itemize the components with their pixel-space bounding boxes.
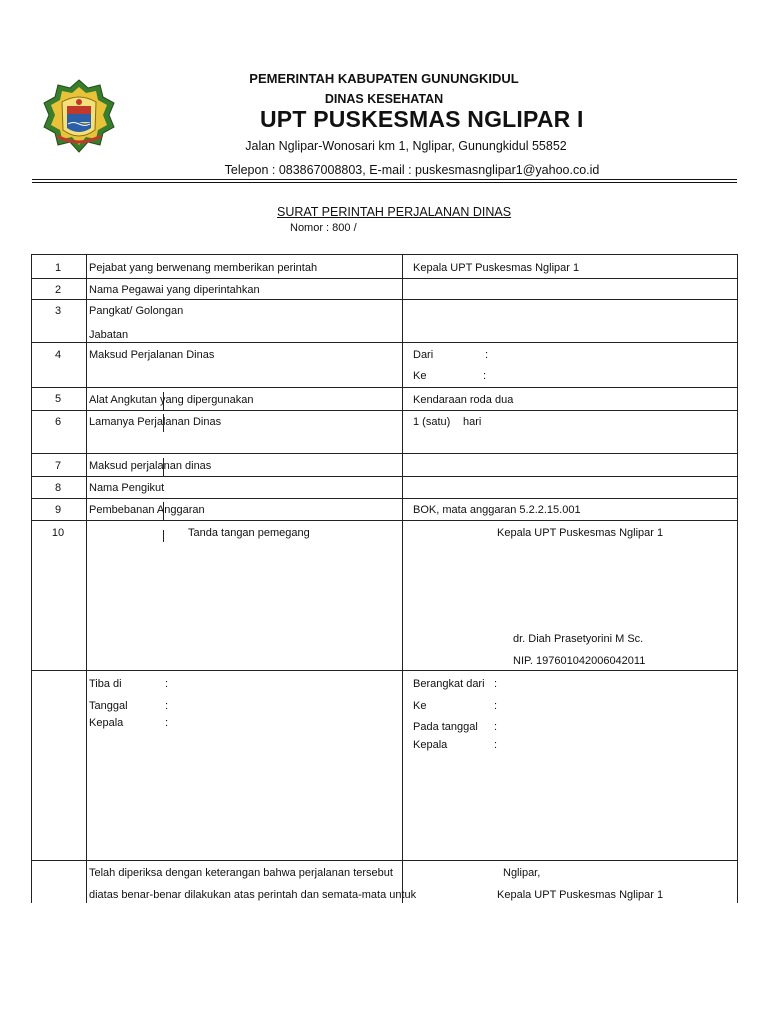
row-label-secondary: Jabatan (89, 329, 129, 341)
departure-head-label: Kepala (413, 739, 448, 751)
colon: : (494, 739, 498, 751)
table-row-divider (31, 498, 738, 499)
letterhead-divider-thick (32, 182, 737, 183)
row-label: Pembebanan Anggaran (89, 504, 205, 516)
row-value-unit: hari (463, 416, 482, 428)
header-address: Jalan Nglipar-Wonosari km 1, Nglipar, Gunungkidul 55852 (245, 139, 567, 153)
departure-place-label: Berangkat dari (413, 678, 485, 690)
table-row-divider (31, 520, 738, 521)
row-value-to: Ke (413, 370, 427, 382)
row-number: 5 (54, 393, 62, 405)
row-label: Maksud Perjalanan Dinas (89, 349, 215, 361)
row-label: Nama Pegawai yang diperintahkan (89, 284, 260, 296)
row-number: 8 (54, 482, 62, 494)
row-label: Alat Angkutan yang dipergunakan (89, 394, 254, 406)
row-value-colon: : (483, 370, 487, 382)
signer-title: Kepala UPT Puskesmas Nglipar 1 (497, 527, 664, 539)
verification-text-line: Telah diperiksa dengan keterangan bahwa perjalanan tersebut (89, 867, 393, 879)
colon: : (494, 721, 498, 733)
row-label: Pangkat/ Golongan (89, 305, 184, 317)
row-number: 4 (54, 349, 62, 361)
table-row-divider (31, 410, 738, 411)
document-number: Nomor : 800 / (290, 222, 357, 234)
arrival-head-label: Kepala (89, 717, 124, 729)
verification-signer-title: Kepala UPT Puskesmas Nglipar 1 (497, 889, 664, 901)
table-column-divider (402, 254, 403, 903)
table-row-divider (31, 453, 738, 454)
verification-place: Nglipar, (503, 867, 541, 879)
row-value-from: Dari (413, 349, 434, 361)
row-number: 2 (54, 284, 62, 296)
row-label: Nama Pengikut (89, 482, 165, 494)
header-organization-name: UPT PUSKESMAS NGLIPAR I (260, 106, 584, 132)
departure-destination-label: Ke (413, 700, 427, 712)
table-stroke (163, 530, 164, 542)
row-label: Maksud perjalanan dinas (89, 460, 212, 472)
header-department-line: DINAS KESEHATAN (324, 92, 444, 106)
signer-name: dr. Diah Prasetyorini M Sc. (513, 633, 644, 645)
table-row-divider (31, 278, 738, 279)
table-border-right (737, 254, 738, 903)
row-number: 3 (54, 305, 62, 317)
header-contact: Telepon : 083867008803, E-mail : puskesmasnglipar1@yahoo.co.id (224, 163, 600, 177)
row-label: Lamanya Perjalanan Dinas (89, 416, 222, 428)
signer-nip: NIP. 197601042006042011 (513, 655, 646, 667)
colon: : (165, 678, 169, 690)
document-title: SURAT PERINTAH PERJALANAN DINAS (277, 205, 512, 219)
letterhead-divider-thin (32, 179, 737, 180)
row-value: BOK, mata anggaran 5.2.2.15.001 (413, 504, 581, 516)
row-number: 9 (54, 504, 62, 516)
row-number: 6 (54, 416, 62, 428)
colon: : (165, 700, 169, 712)
row-label: Tanda tangan pemegang (188, 527, 310, 539)
row-value: Kendaraan roda dua (413, 394, 514, 406)
table-row-divider (31, 342, 738, 343)
colon: : (165, 717, 169, 729)
row-value-colon: : (485, 349, 489, 361)
arrival-place-label: Tiba di (89, 678, 122, 690)
table-row-divider (31, 670, 738, 671)
row-number: 7 (54, 460, 62, 472)
colon: : (494, 678, 498, 690)
colon: : (494, 700, 498, 712)
table-row-divider (31, 476, 738, 477)
departure-date-label: Pada tanggal (413, 721, 478, 733)
row-label: Pejabat yang berwenang memberikan perintah (89, 262, 318, 274)
verification-text-line: diatas benar-benar dilakukan atas perintah dan semata-mata untuk (89, 889, 417, 901)
table-row-divider (31, 254, 738, 255)
table-row-divider (31, 387, 738, 388)
header-government-line: PEMERINTAH KABUPATEN GUNUNGKIDUL (249, 71, 519, 86)
table-row-divider (31, 299, 738, 300)
row-number: 1 (54, 262, 62, 274)
row-value: 1 (satu) (413, 416, 451, 428)
row-value: Kepala UPT Puskesmas Nglipar 1 (413, 262, 580, 274)
table-row-divider (31, 860, 738, 861)
arrival-date-label: Tanggal (89, 700, 128, 712)
row-number: 10 (51, 527, 65, 539)
